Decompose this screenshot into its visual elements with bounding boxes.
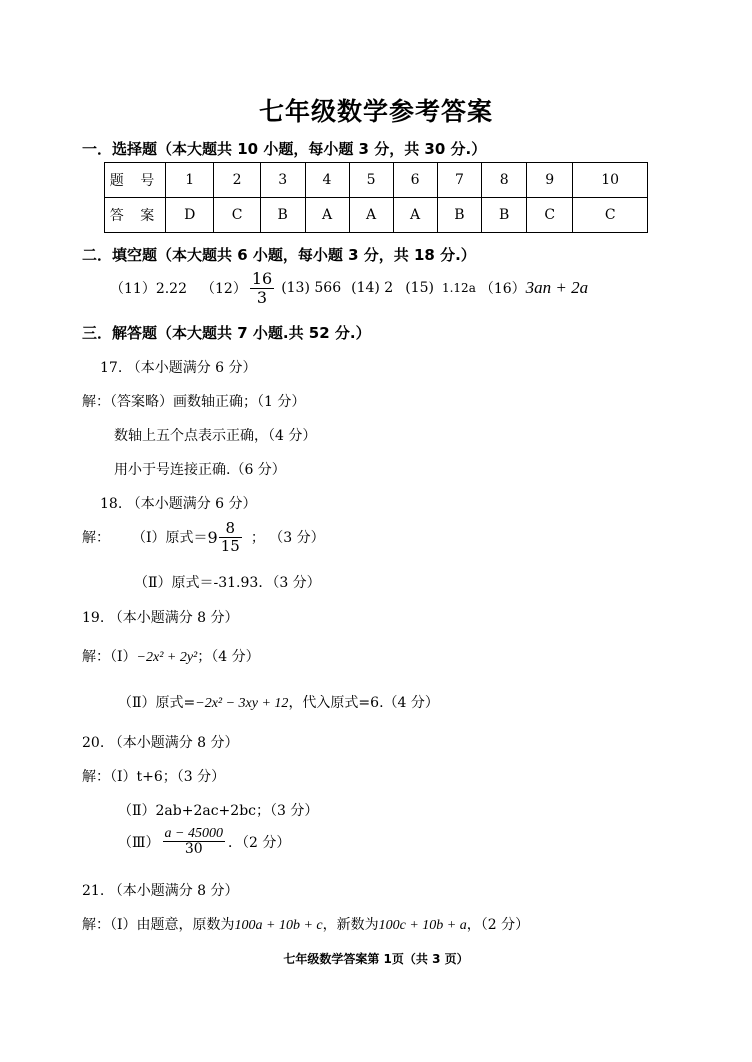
section2-heading: 二．填空题（本大题共 6 小题，每小题 3 分，共 18 分.）: [82, 246, 476, 264]
q21-part1: [82, 914, 529, 934]
q19-title: 19. （本小题满分 8 分）: [82, 610, 239, 626]
table-cell: 10: [573, 163, 648, 198]
table-cell: C: [573, 198, 648, 233]
fraction-numerator: 8: [219, 520, 242, 538]
table-row: [105, 163, 648, 198]
answer-15-label: (15): [405, 280, 434, 297]
answer-16-label: （16）: [479, 281, 526, 298]
answer-14: (14) 2: [351, 280, 394, 297]
q17-title: 17. （本小题满分 6 分）: [100, 360, 257, 376]
answer-12-fraction: [250, 270, 274, 306]
q19-part2-tail: ，代入原式=6.（4 分）: [288, 695, 439, 711]
table-cell: 3: [260, 163, 305, 198]
table-cell: C: [214, 198, 260, 233]
fraction-denominator: 30: [184, 841, 203, 858]
q18-part1-tail: ； （3 分）: [250, 530, 325, 546]
q21-expr2: 100c + 10b + a: [378, 918, 467, 933]
q21-expr1: 100a + 10b + c: [234, 918, 323, 933]
q19-part2-label: （Ⅱ）原式=: [118, 695, 196, 711]
q18-fraction: [219, 520, 242, 554]
q18-title: 18. （本小题满分 6 分）: [100, 496, 257, 512]
table-cell: 1: [166, 163, 214, 198]
table-cell: 8: [482, 163, 527, 198]
table-cell: 2: [214, 163, 260, 198]
page-title: 七年级数学参考答案: [258, 97, 493, 126]
table-cell: 5: [349, 163, 393, 198]
row-label-number: 题 号: [105, 163, 166, 198]
q21-part1-b: ，新数为: [322, 917, 379, 933]
q20-part3-tail: ．（2 分）: [227, 834, 291, 851]
answer-15-value: 1.12a: [441, 281, 476, 296]
q18-whole: 9: [207, 527, 218, 547]
table-row: [105, 198, 648, 233]
section1-heading: 一．选择题（本大题共 10 小题，每小题 3 分，共 30 分.）: [82, 140, 487, 158]
table-cell: B: [482, 198, 527, 233]
table-cell: B: [260, 198, 305, 233]
q19-part2-expr: −2x² − 3xy + 12: [195, 696, 289, 711]
fraction-denominator: 15: [220, 536, 240, 555]
q17-solution: 解：（答案略）画数轴正确；（1 分）: [82, 394, 306, 410]
table-cell: 7: [437, 163, 482, 198]
q20-part2: （Ⅱ）2ab+2ac+2bc；（3 分）: [118, 803, 319, 819]
fraction-denominator: 3: [256, 287, 268, 307]
q20-part1: 解：（Ⅰ）t+6；（3 分）: [82, 769, 226, 785]
q21-title: 21. （本小题满分 8 分）: [82, 883, 239, 899]
table-cell: 6: [393, 163, 437, 198]
q21-part1-tail: ，（2 分）: [466, 917, 530, 933]
page-footer: 七年级数学答案第 1页（共 3 页）: [283, 952, 469, 966]
q18-part1-label: （Ⅰ）原式＝: [132, 530, 208, 546]
q18-part1: [82, 520, 325, 554]
row-label-answer: 答 案: [105, 198, 166, 233]
table-cell: A: [393, 198, 437, 233]
q19-part1-label: 解：（Ⅰ）: [82, 649, 137, 665]
table-cell: 9: [527, 163, 573, 198]
fraction-numerator: 16: [251, 269, 273, 288]
q18-solution-prefix: 解：: [82, 530, 110, 546]
fill-in-answers: [110, 270, 588, 306]
q19-part1-tail: ；（4 分）: [197, 649, 260, 665]
q20-part3: [118, 826, 290, 858]
answer-table: [104, 162, 648, 233]
q17-line3: 用小于号连接正确.（6 分）: [114, 462, 286, 478]
answer-11: （11）2.22: [110, 281, 187, 298]
fraction-numerator: a − 45000: [164, 826, 223, 841]
q20-fraction: [163, 826, 225, 858]
answer-13: (13) 566: [281, 280, 342, 297]
section3-heading: 三．解答题（本大题共 7 小题.共 52 分.）: [82, 324, 371, 342]
table-cell: B: [437, 198, 482, 233]
table-cell: D: [166, 198, 214, 233]
q19-part1: [82, 646, 260, 666]
table-cell: A: [305, 198, 349, 233]
q19-part2: [118, 692, 439, 712]
table-cell: C: [527, 198, 573, 233]
q19-part1-expr: −2x² + 2y²: [136, 650, 198, 665]
q18-part2: （Ⅱ）原式＝-31.93．（3 分）: [134, 575, 321, 591]
answer-16-value: 3an + 2a: [525, 278, 589, 298]
q17-line2: 数轴上五个点表示正确，（4 分）: [114, 428, 317, 444]
answer-12-label: （12）: [201, 281, 247, 298]
q20-part3-label: （Ⅲ）: [118, 834, 160, 851]
q20-title: 20. （本小题满分 8 分）: [82, 735, 239, 751]
table-cell: 4: [305, 163, 349, 198]
table-cell: A: [349, 198, 393, 233]
q21-part1-a: 解：（Ⅰ）由题意，原数为: [82, 917, 235, 933]
